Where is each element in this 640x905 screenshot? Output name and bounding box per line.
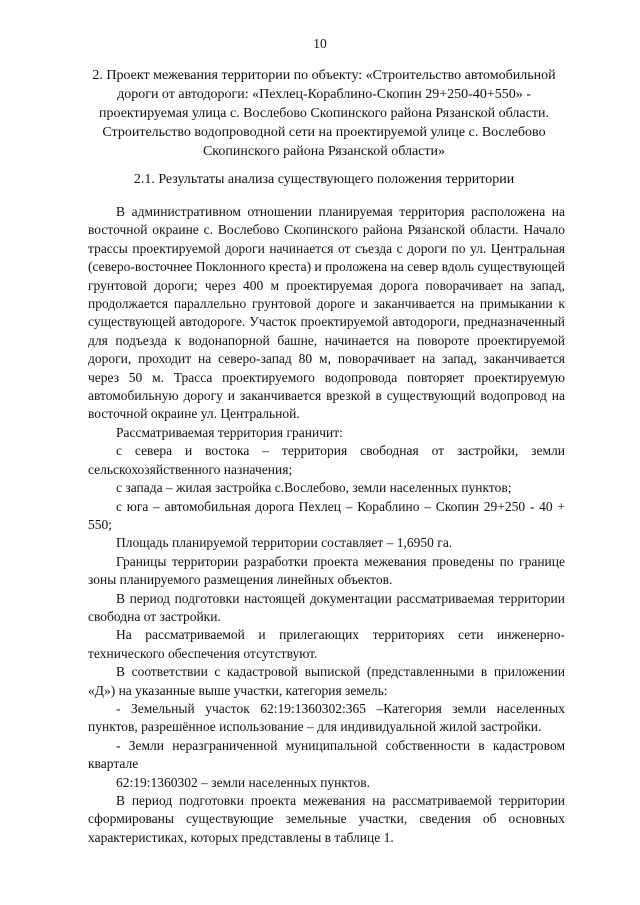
page-number: 10 [313,36,327,51]
document-title [74,66,574,161]
title-line: 2. Проект межевания территории по объекту: «Строительство автомобильной [92,68,556,83]
paragraph-cadastral-quarter: 62:19:1360302 – земли населенных пунктов. [116,774,370,790]
title-line: дороги от автодороги: «Пехлец-Кораблино-Скопин 29+250-40+550» - [117,87,531,102]
title-line: Строительство водопроводной сети на проектируемой улице с. Вослебово [102,125,546,140]
paragraph-border-north-east: с севера и востока – территория свободная от застройки, земли сельскохозяйственного назначения; [88,443,565,477]
paragraph-borders-intro: Рассматриваемая территория граничит: [116,424,343,440]
paragraph-cadastral: В соответствии с кадастровой выпиской (представленными в приложении «Д») на указанные выше участки, категория земель: [88,664,565,698]
paragraph-area: Площадь планируемой территории составляет – 1,6950 га. [116,535,453,551]
paragraph-border-south: с юга – автомобильная дорога Пехлец – Кораблино – Скопин 29+250 - 40 + 550; [88,498,565,532]
paragraph-no-utilities: На рассматриваемой и прилегающих территориях сети инженерно-технического обеспечения отсутствуют. [88,627,565,661]
section-title: 2.1. Результаты анализа существующего положения территории [133,172,515,187]
document-body [88,203,565,847]
paragraph-no-buildings: В период подготовки настоящей документации рассматриваемая территории свободна от застройки. [88,590,565,624]
paragraph-land-plot: - Земельный участок 62:19:1360302:365 –Категория земли населенных пунктов, разрешённое использование – для индивидуальной жилой застройки. [88,700,565,735]
paragraph-existing-plots: В период подготовки проекта межевания на рассматриваемой территории сформированы существующие земельные участки, сведения об основных характеристиках, которых представлены в таблице 1. [88,793,565,845]
paragraph-municipal-land: - Земли неразграниченной муниципальной собственности в кадастровом квартале [88,737,565,772]
title-line: проектируемая улица с. Вослебово Скопинского района Рязанской области. [99,106,549,121]
paragraph-border-west: с запада – жилая застройка с.Вослебово, земли населенных пунктов; [116,480,512,496]
paragraph-location: В административном отношении планируемая территория расположена на восточной окраине с. Вослебово Скопинского района Рязанской области. Начало трассы проектируемой дороги начинается от съезда с дороги по ул. Центральная (северо-восточнее Поклонного креста) и проложена на север вдоль существующей грунтовой дороги; через 400 м проектируемая дорога поворачивает на запад, продолжается параллельно грунтовой дороге и заканчивается на примыкании к существующей автодороге. Участок проектируемой автодороги, предназначенный для подъезда к водонапорной башне, начинается на повороте проектируемой дороги, проходит на северо-запад 80 м, поворачивает на запад, заканчивается через 50 м. Трасса проектируемого водопровода повторяет проектируемую автомобильную дорогу и заканчивается врезкой в существующий водопровод на восточной окраине ул. Центральной. [88,204,565,422]
title-line: Скопинского района Рязанской области» [202,144,446,159]
paragraph-boundaries: Границы территории разработки проекта межевания проведены по границе зоны планируемого размещения линейных объектов. [88,553,565,588]
